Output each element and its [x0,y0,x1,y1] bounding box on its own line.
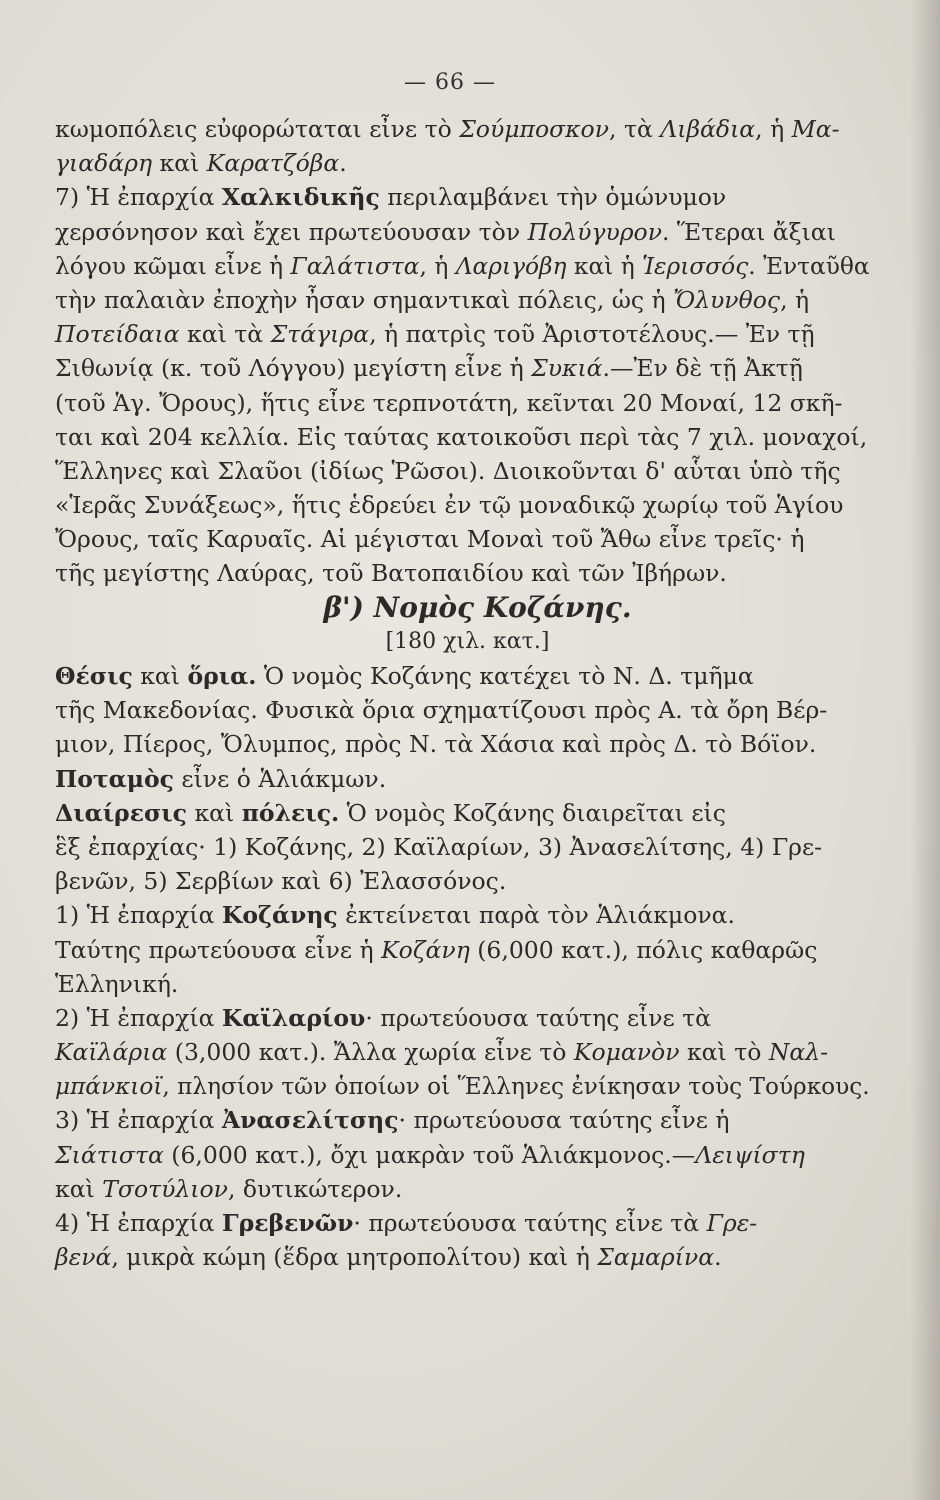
text-run: Λαριγόβη [455,251,567,280]
text-run: ὅρια. [187,662,257,690]
text-run: Πολύγυρον [527,217,662,246]
text-line [55,727,870,761]
text-run: καὶ [152,149,207,178]
text-run: Ποτείδαια [55,320,180,349]
text-run: Καϊλάρια [55,1038,168,1067]
text-line [55,830,870,864]
text-run: , ἡ [419,251,456,280]
section-heading: β') Νομὸς Κοζάνης. [323,590,632,624]
text-run: «Ἱερᾶς Συνάξεως», ἥτις ἑδρεύει ἐν τῷ μοναδικῷ χωρίῳ τοῦ Ἁγίου [55,491,844,520]
text-line [55,488,870,522]
text-line [55,249,870,283]
text-line [55,146,870,180]
text-run: Ὄρους, ταῖς Καρυαῖς. Αἱ μέγισται Μοναὶ τοῦ Ἄθω εἶνε τρεῖς· ἡ [55,525,805,554]
text-run: εἶνε ὁ Ἁλιάκμων. [173,764,387,793]
text-run: Ἀνασελίτσης [221,1106,399,1135]
text-line [55,556,870,590]
text-run: λόγου κῶμαι εἶνε ἡ [55,251,291,280]
text-run: χερσόνησον καὶ ἔχει πρωτεύουσαν τὸν [55,217,528,246]
text-run: Καϊλαρίου [221,1003,366,1032]
text-run: Ἑλληνική. [55,969,179,998]
text-line [55,215,870,249]
text-run: . Ἐνταῦθα [748,251,870,280]
text-run: , ἡ [780,285,810,314]
text-run: μπάνκιοϊ [55,1072,163,1101]
text-run: 3) Ἡ ἐπαρχία [55,1106,222,1135]
text-run: , δυτικώτερον. [227,1174,403,1203]
text-run: βενῶν, 5) Σερβίων καὶ 6) Ἐλασσόνος. [55,867,507,896]
text-run: Κομανὸν [573,1038,680,1067]
text-line [55,1069,870,1103]
text-line [55,796,870,830]
text-run: Γαλάτιστα [290,251,420,280]
text-run: Θέσις [55,662,133,690]
text-run: καὶ [132,662,188,690]
text-run: μιον, Πίερος, Ὄλυμπος, πρὸς Ν. τὰ Χάσια καὶ πρὸς Δ. τὸ Βόϊον. [55,730,817,759]
text-run: , ἡ πατρὶς τοῦ Ἀριστοτέλους.— Ἐν τῇ [369,320,815,349]
text-run: , μικρὰ κώμη (ἕδρα μητροπολίτου) καὶ ἡ [111,1243,598,1272]
text-run: καὶ ἡ [566,251,643,280]
text-run: . Ἕτεραι ἄξιαι [661,217,836,246]
text-line [55,659,870,693]
text-run: Συκιά [531,354,603,383]
text-run: · πρωτεύουσα ταύτης εἶνε τὰ [353,1209,707,1237]
text-run: καὶ τὰ [179,320,271,349]
text-run: 7) Ἡ ἐπαρχία [55,183,222,212]
section-kozani [55,659,870,1274]
text-line [55,933,870,967]
text-line [55,1035,870,1069]
text-run: , πλησίον τῶν ὁποίων οἱ Ἕλληνες ἐνίκησαν τοὺς Τούρκους. [162,1072,870,1101]
text-line [55,454,870,488]
text-run: κωμοπόλεις εὐφορώταται εἶνε τὸ [55,115,460,143]
text-run: . [714,1243,722,1272]
text-line [55,522,870,556]
text-run: Στάγιρα [270,320,370,349]
page-number: — 66 — [404,70,496,95]
text-line [55,112,870,146]
text-run: , τὰ [609,115,661,143]
text-run: Καρατζόβα [206,149,340,178]
text-run: Τσοτύλιον [102,1174,228,1203]
text-line [55,762,870,796]
text-line [55,1001,870,1035]
text-run: τὴν παλαιὰν ἐποχὴν ἦσαν σημαντικαὶ πόλεις, ὡς ἡ [55,285,674,314]
text-line [55,1240,870,1274]
text-run: Λιβάδια [660,115,756,143]
text-line [55,1172,870,1206]
text-run: Ὁ νομὸς Κοζάνης κατέχει τὸ Ν. Δ. τμῆμα [256,662,754,690]
text-run: . [339,149,347,178]
text-run: (τοῦ Ἁγ. Ὄρους), ἥτις εἶνε τερπνοτάτη, κεῖνται 20 Μοναί, 12 σκῆ- [55,388,843,417]
text-line [55,1138,870,1172]
text-run: Σαμαρίνα [597,1243,715,1272]
text-run: Ὁ νομὸς Κοζάνης διαιρεῖται εἰς [339,798,726,827]
text-line [55,967,870,1001]
text-run: , ἡ [755,115,792,143]
text-run: Λειψίστη [695,1140,805,1169]
text-run: Ὄλυνθος [673,285,781,314]
text-run: καὶ [186,798,242,827]
text-line [55,693,870,727]
text-run: καὶ [55,1174,103,1203]
text-run: Σιθωνίᾳ (κ. τοῦ Λόγγου) μεγίστη εἶνε ἡ [55,354,532,383]
text-run: .—Ἐν δὲ τῇ Ἀκτῇ [602,354,803,383]
text-run: 2) Ἡ ἐπαρχία [55,1003,222,1032]
text-run: καὶ τὸ [679,1038,769,1067]
text-run: ται καὶ 204 κελλία. Εἰς ταύτας κατοικοῦσι περὶ τὰς 7 χιλ. μοναχοί, [55,422,868,451]
text-line [55,420,870,454]
text-run: · πρωτεύουσα ταύτης εἶνε ἡ [398,1106,730,1135]
text-run: γιαδάρη [55,149,153,178]
text-run: Κοζάνης [221,901,338,930]
text-run: Κοζάνη [381,935,470,964]
text-run: Ἱερισσός [642,251,749,280]
text-run: 1) Ἡ ἐπαρχία [55,901,222,930]
text-line [55,386,870,420]
section-subheading: [180 χιλ. κατ.] [385,628,550,654]
text-line [55,1103,870,1137]
text-run: ἐκτείνεται παρὰ τὸν Ἁλιάκμονα. [337,901,735,930]
section-chalkidiki [55,112,870,591]
text-run: 4) Ἡ ἐπαρχία [55,1209,222,1237]
text-run: (3,000 κατ.). Ἄλλα χωρία εἶνε τὸ [167,1038,574,1067]
text-run: πόλεις. [241,798,340,827]
text-run: βενά [55,1243,112,1272]
text-run: ἓξ ἐπαρχίας· 1) Κοζάνης, 2) Καϊλαρίων, 3) Ἀνασελίτσης, 4) Γρε- [55,832,823,861]
text-run: Ποταμὸς [55,764,174,793]
text-line [55,180,870,214]
text-line [55,283,870,317]
text-run: · πρωτεύουσα ταύτης εἶνε τὰ [365,1003,712,1032]
text-line [55,1206,870,1240]
text-run: τῆς Μακεδονίας. Φυσικὰ ὅρια σχηματίζουσι πρὸς Α. τὰ ὄρη Βέρ- [55,696,828,725]
text-run: (6,000 κατ.), ὄχι μακρὰν τοῦ Ἁλιάκμονος.— [163,1140,696,1169]
text-line [55,317,870,351]
text-run: Μα- [791,115,840,143]
body-text [55,112,870,1274]
text-run: Χαλκιδικῆς [221,183,380,212]
text-run: Ταύτης πρωτεύουσα εἶνε ἡ [55,935,382,964]
text-run: Γρε- [706,1209,758,1237]
text-line [55,898,870,932]
text-line [55,864,870,898]
text-run: Γρεβενῶν [221,1209,354,1237]
spine-shadow [910,0,940,1500]
text-run: Σούμποσκον [459,115,609,143]
text-run: περιλαμβάνει τὴν ὁμώνυμον [379,183,727,212]
text-run: (6,000 κατ.), πόλις καθαρῶς [469,935,818,964]
text-line [55,351,870,385]
text-run: Ναλ- [768,1038,829,1067]
text-run: Σιάτιστα [55,1140,164,1169]
text-run: Ἕλληνες καὶ Σλαῦοι (ἰδίως Ῥῶσοι). Διοικοῦνται δ' αὗται ὑπὸ τῆς [55,456,841,485]
text-run: Διαίρεσις [55,798,187,827]
text-run: τῆς μεγίστης Λαύρας, τοῦ Βατοπαιδίου καὶ τῶν Ἰβήρων. [55,559,727,588]
